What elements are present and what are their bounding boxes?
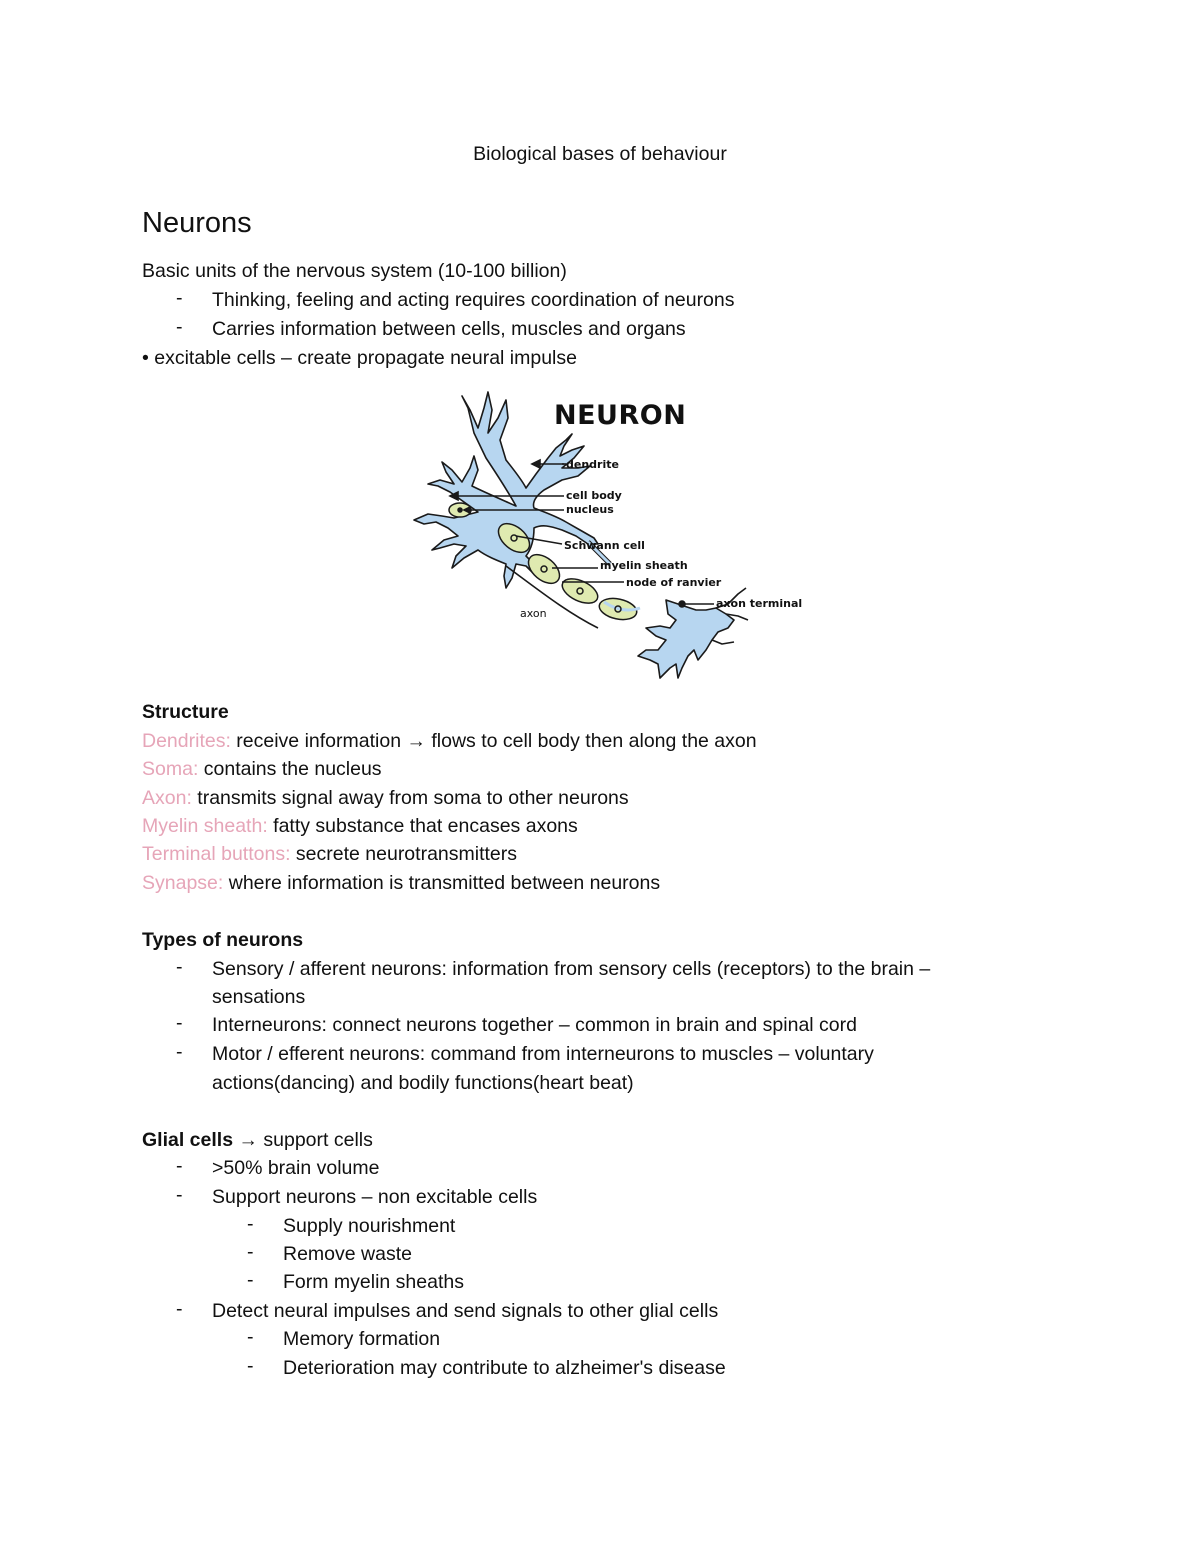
structure-desc: secrete neurotransmitters [290,843,518,865]
structure-term: Soma: [142,758,199,780]
list-item-text: >50% brain volume [212,1157,380,1179]
structure-item [142,841,517,867]
dash-marker: - [176,1298,183,1320]
structure-term: Terminal buttons: [142,843,291,865]
list-item-text: Interneurons: connect neurons together – common in brain and spinal cord [212,1014,857,1036]
structure-item [142,785,629,811]
sub-list-item-text: Form myelin sheaths [283,1271,464,1293]
label-axon: axon [520,607,547,620]
list-item-text-continued: actions(dancing) and bodily functions(heart beat) [212,1072,634,1094]
sub-list-item-text: Remove waste [283,1243,412,1265]
label-dendrite: dendrite [566,458,619,471]
dash-marker: - [176,1184,183,1206]
label-cell-body: cell body [566,489,622,502]
structure-desc: where information is transmitted between neurons [223,872,661,894]
types-heading: Types of neurons [142,929,304,951]
list-item-text-continued: sensations [212,986,306,1008]
dash-marker: - [176,1155,183,1177]
list-item-text: Motor / efferent neurons: command from interneurons to muscles – voluntary [212,1043,874,1065]
document-title: Biological bases of behaviour [473,143,727,165]
dash-marker: - [247,1241,254,1263]
dash-marker: - [247,1213,254,1235]
neuron-body-shape [414,392,748,678]
neuron-diagram [366,388,806,686]
glial-heading-rest: → support cells [233,1129,373,1151]
structure-desc: transmits signal away from soma to other neurons [191,787,629,809]
sub-list-item-text: Deterioration may contribute to alzheimer's disease [283,1357,726,1379]
structure-term: Axon: [142,787,192,809]
dash-marker: - [176,956,183,978]
structure-desc: receive information → flows to cell body then along the axon [230,730,757,752]
dash-marker: - [247,1326,254,1348]
structure-desc: contains the nucleus [198,758,382,780]
list-item-text: Sensory / afferent neurons: information from sensory cells (receptors) to the brain – [212,958,931,980]
dash-marker: - [247,1269,254,1291]
sub-list-item-text: Supply nourishment [283,1215,456,1237]
dash-marker: - [176,1041,183,1063]
structure-item [142,870,660,896]
glial-heading [142,1127,373,1153]
sheath-segment [559,574,602,608]
structure-term: Synapse: [142,872,224,894]
structure-desc: fatty substance that encases axons [267,815,578,837]
dash-marker: - [247,1355,254,1377]
structure-item [142,728,757,754]
diagram-title: NEURON [554,400,687,431]
structure-item [142,813,578,839]
intro-text: Basic units of the nervous system (10-100 billion) [142,260,567,282]
label-nucleus: nucleus [566,503,614,516]
label-node-of-ranvier: node of ranvier [626,576,722,589]
list-item-text: Detect neural impulses and send signals to other glial cells [212,1300,719,1322]
section-heading-neurons: Neurons [142,207,252,239]
structure-term: Myelin sheath: [142,815,268,837]
list-item-text: Carries information between cells, muscles and organs [212,318,686,340]
excitable-cells-note: • excitable cells – create propagate neural impulse [142,347,577,369]
list-item-text: Thinking, feeling and acting requires coordination of neurons [212,289,735,311]
label-myelin-sheath: myelin sheath [600,559,688,572]
glial-heading-term: Glial cells [142,1129,234,1151]
dash-marker: - [176,316,183,338]
structure-term: Dendrites: [142,730,231,752]
structure-heading: Structure [142,701,229,723]
structure-item [142,756,382,782]
sub-list-item-text: Memory formation [283,1328,441,1350]
label-axon-terminal: axon terminal [716,597,803,610]
label-schwann-cell: Schwann cell [564,539,645,552]
list-item-text: Support neurons – non excitable cells [212,1186,538,1208]
dash-marker: - [176,1012,183,1034]
dash-marker: - [176,287,183,309]
